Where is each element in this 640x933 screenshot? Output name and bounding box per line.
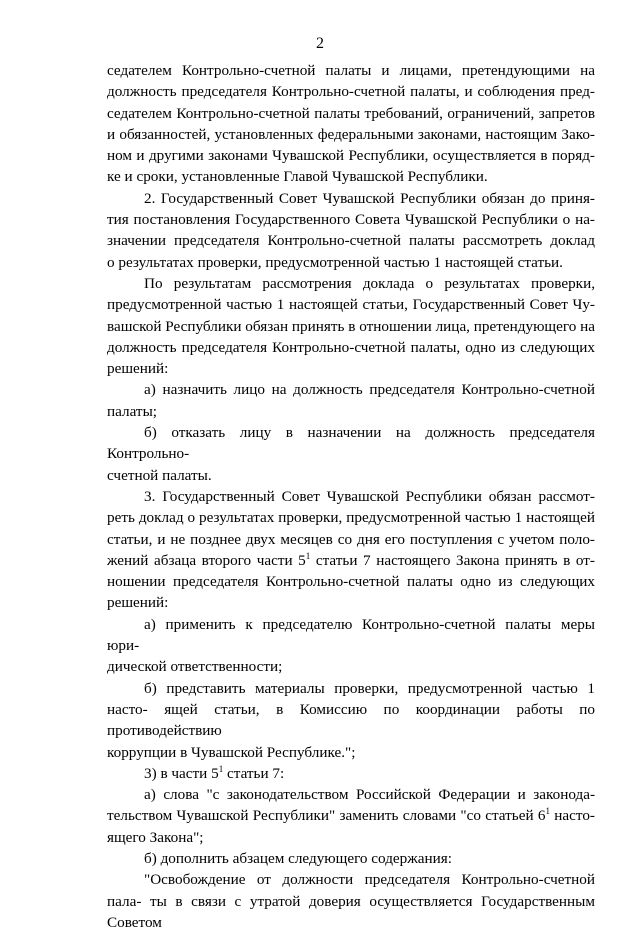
paragraph-item-3 <box>107 486 595 592</box>
text-line: б) отказать лицу в назначении на должность председателя Контрольно- <box>107 424 595 463</box>
amendment-subitem-b <box>107 848 595 869</box>
text-line: реть доклад о результатах проверки, предусмотренной частью 1 настоящей <box>107 509 595 527</box>
text-line: вашской Республики обязан принять в отношении лица, претендующего на <box>107 317 595 335</box>
text-fragment: 3) в части 5 <box>144 764 219 782</box>
paragraph-item-2-end <box>107 252 595 273</box>
text-fragment: насто- <box>549 807 595 825</box>
text-line <box>107 552 595 569</box>
text-line: палаты; <box>107 402 157 420</box>
text-line: коррупции в Чувашской Республике."; <box>107 743 356 761</box>
text-fragment: жений абзаца второго части 5 <box>107 551 306 569</box>
text-line: а) назначить лицо на должность председателя Контрольно-счетной <box>144 381 595 399</box>
paragraph-results-end <box>107 358 595 379</box>
paragraph-continuation-end <box>107 166 595 187</box>
paragraph-item-2 <box>107 188 595 252</box>
superscript: 1 <box>305 550 311 561</box>
text-line: б) дополнить абзацем следующего содержания: <box>144 849 452 867</box>
subitem-a-liability <box>107 614 595 657</box>
subitem-b-refuse-end <box>107 465 595 486</box>
text-line: решений: <box>107 594 169 612</box>
amendment-subitem-a <box>107 784 595 827</box>
text-line: и обязанностей, установленных федеральными законами, настоящим Зако- <box>107 125 595 143</box>
text-line: должность председателя Контрольно-счетной палаты, и соблюдения пред- <box>107 83 595 101</box>
text-line: 2. Государственный Совет Чувашской Республики обязан до приня- <box>144 189 595 207</box>
text-line: а) слова "с законодательством Российской Федерации и законода- <box>144 786 595 804</box>
document-body <box>107 60 595 933</box>
text-line: предусмотренной частью 1 настоящей статьи, Государственный Совет Чу- <box>107 296 595 314</box>
subitem-b-refuse <box>107 422 595 465</box>
new-paragraph-quote <box>107 869 595 933</box>
text-line: ящей статьи, в Комиссию по координации работы по противодействию <box>107 700 596 740</box>
text-fragment: статьи 7 настоящего Закона принять в от- <box>310 551 595 569</box>
paragraph-continuation <box>107 60 595 166</box>
text-line: ном и другими законами Чувашской Республики, осуществляется в поряд- <box>107 147 595 165</box>
text-line: ношении председателя Контрольно-счетной палаты одно из следующих <box>107 573 595 591</box>
text-line: статьи, и не позднее двух месяцев со дня его поступления с учетом поло- <box>107 530 595 548</box>
subitem-b-materials-end <box>107 742 595 763</box>
text-line <box>107 807 595 824</box>
text-line: значении председателя Контрольно-счетной палаты рассмотреть доклад <box>107 232 595 250</box>
page-number: 2 <box>316 35 324 52</box>
text-line: "Освобождение от должности председателя Контрольно-счетной пала- <box>107 871 595 910</box>
subitem-b-materials <box>107 678 595 742</box>
text-line: дической ответственности; <box>107 658 283 676</box>
paragraph-results <box>107 273 595 358</box>
text-line: решений: <box>107 360 169 378</box>
subitem-a-appoint <box>107 379 595 400</box>
text-fragment: статьи 7: <box>223 764 285 782</box>
text-line: счетной палаты. <box>107 466 212 484</box>
text-line: По результатам рассмотрения доклада о результатах проверки, <box>144 274 595 292</box>
subitem-a-appoint-end <box>107 401 595 422</box>
superscript: 1 <box>218 763 224 774</box>
text-line: седателем Контрольно-счетной палаты и лицами, претендующими на <box>107 62 595 79</box>
text-line: ты в связи с утратой доверия осуществляется Государственным Советом <box>107 892 595 931</box>
text-line: тия постановления Государственного Совета Чувашской Республики о на- <box>107 211 595 229</box>
text-fragment: тельством Чувашской Республики" заменить словами "со статьей 6 <box>107 807 546 825</box>
text-line: а) применить к председателю Контрольно-счетной палаты меры юри- <box>107 615 595 655</box>
text-line: о результатах проверки, предусмотренной частью 1 настоящей статьи. <box>107 253 563 271</box>
amendment-item-3 <box>107 763 595 784</box>
text-line: б) представить материалы проверки, предусмотренной частью 1 насто- <box>107 679 595 718</box>
paragraph-item-3-end <box>107 592 595 613</box>
text-line: 3. Государственный Совет Чувашской Республики обязан рассмот- <box>144 487 595 505</box>
text-line: должность председателя Контрольно-счетной палаты, одно из следующих <box>107 338 595 356</box>
superscript: 1 <box>545 806 550 817</box>
amendment-subitem-a-end <box>107 827 595 848</box>
text-line: ке и сроки, установленные Главой Чувашской Республики. <box>107 168 488 186</box>
text-line: седателем Контрольно-счетной палаты требований, ограничений, запретов <box>107 104 595 122</box>
subitem-a-liability-end <box>107 656 595 677</box>
text-line: ящего Закона"; <box>107 828 204 846</box>
